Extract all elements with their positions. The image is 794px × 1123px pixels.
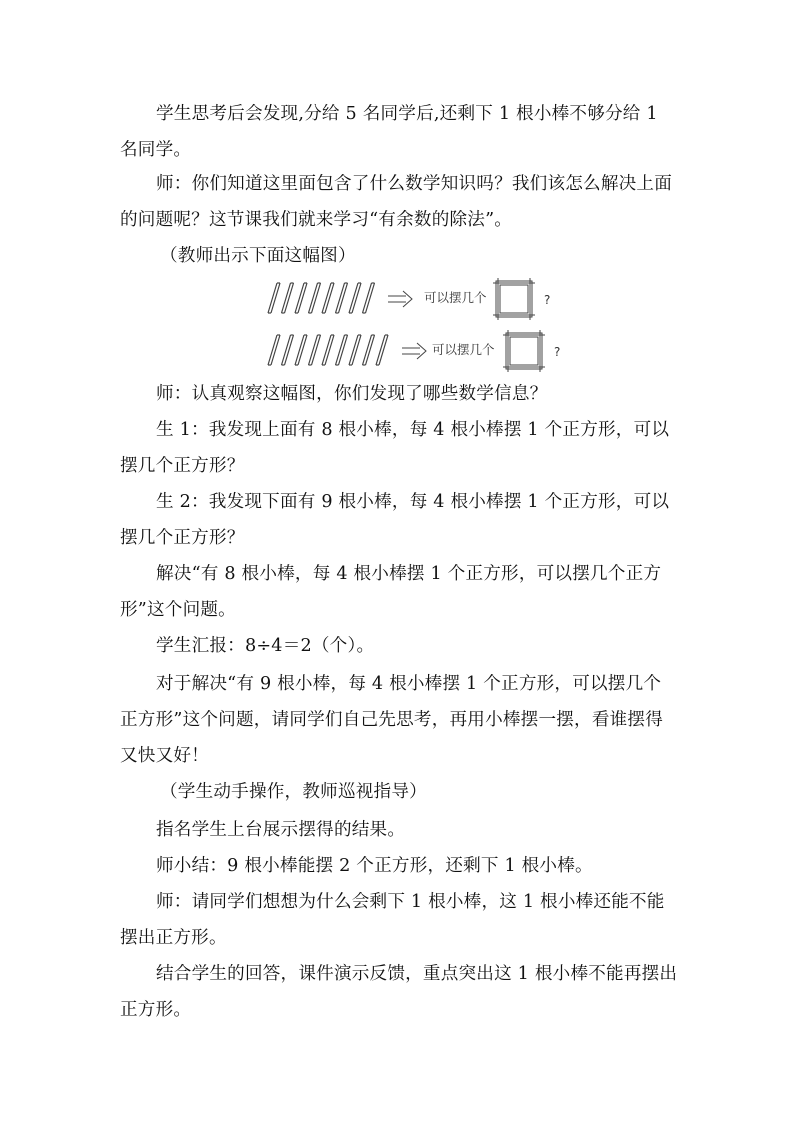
sticks-figure (262, 275, 582, 371)
figure-caption: （教师出示下面这幅图） (160, 246, 356, 266)
stick (322, 283, 334, 313)
stick (349, 335, 361, 365)
stick (309, 283, 321, 313)
paragraph-12: 师：请同学们想想为什么会剩下 1 根小棒，这 1 根小棒还能不能摆出正方形。 (120, 892, 665, 948)
stick (295, 283, 307, 313)
paragraph-9: （学生动手操作，教师巡视指导） (160, 782, 427, 802)
paragraph-2: 师：你们知道这里面包含了什么数学知识吗？我们该怎么解决上面的问题呢？这节课我们就来学习“有余数的除法”。 (120, 174, 673, 230)
stick (282, 283, 294, 313)
figure-question-top: ? (544, 293, 551, 307)
figure-row-8-sticks (262, 277, 582, 321)
stick (322, 335, 334, 365)
paragraph-6: 解决“有 8 根小棒，每 4 根小棒摆 1 个正方形，可以摆几个正方形”这个问题。 (120, 564, 662, 620)
figure-row-9-sticks (262, 327, 582, 371)
stick (349, 283, 361, 313)
stick (336, 335, 348, 365)
stick (268, 283, 280, 313)
stick-square-icon (503, 330, 545, 372)
double-arrow-icon (402, 343, 426, 359)
sticks-diagram-top (262, 277, 582, 321)
paragraph-8: 对于解决“有 9 根小棒，每 4 根小棒摆 1 个正方形，可以摆几个正方形”这个问题，请同学们自己先思考，再用小棒摆一摆，看谁摆得又快又好！ (120, 674, 664, 766)
square-inner (510, 337, 538, 365)
stick (363, 335, 375, 365)
figure-label-top: 可以摆几个 (424, 290, 487, 305)
paragraph-7: 学生汇报：8÷4＝2（个）。 (156, 636, 375, 656)
stick (282, 335, 294, 365)
paragraph-4: 生 1：我发现上面有 8 根小棒，每 4 根小棒摆 1 个正方形，可以摆几个正方形？ (120, 420, 670, 476)
figure-question-bottom: ? (554, 345, 561, 359)
square-outer (506, 333, 542, 369)
arrow-head (417, 343, 426, 359)
paragraph-13: 结合学生的回答，课件演示反馈，重点突出这 1 根小棒不能再摆出正方形。 (120, 964, 678, 1020)
paragraph-10: 指名学生上台展示摆得的结果。 (156, 820, 406, 840)
paragraph-11: 师小结：9 根小棒能摆 2 个正方形，还剩下 1 根小棒。 (156, 856, 593, 876)
figure-label-bottom: 可以摆几个 (432, 342, 495, 357)
arrow-head (403, 291, 412, 307)
stick (295, 335, 307, 365)
stick (309, 335, 321, 365)
stick (336, 283, 348, 313)
paragraph-5: 生 2：我发现下面有 9 根小棒，每 4 根小棒摆 1 个正方形，可以摆几个正方形？ (120, 492, 670, 548)
stick-square-icon (493, 278, 535, 320)
square-outer (496, 281, 532, 317)
sticks-diagram-bottom (262, 327, 582, 371)
stick (268, 335, 280, 365)
stick (376, 335, 388, 365)
square-inner (500, 285, 528, 313)
paragraph-1: 学生思考后会发现,分给 5 名同学后,还剩下 1 根小棒不够分给 1 名同学。 (120, 104, 658, 160)
stick (363, 283, 375, 313)
paragraph-3: 师：认真观察这幅图，你们发现了哪些数学信息？ (156, 384, 548, 404)
double-arrow-icon (388, 291, 412, 307)
